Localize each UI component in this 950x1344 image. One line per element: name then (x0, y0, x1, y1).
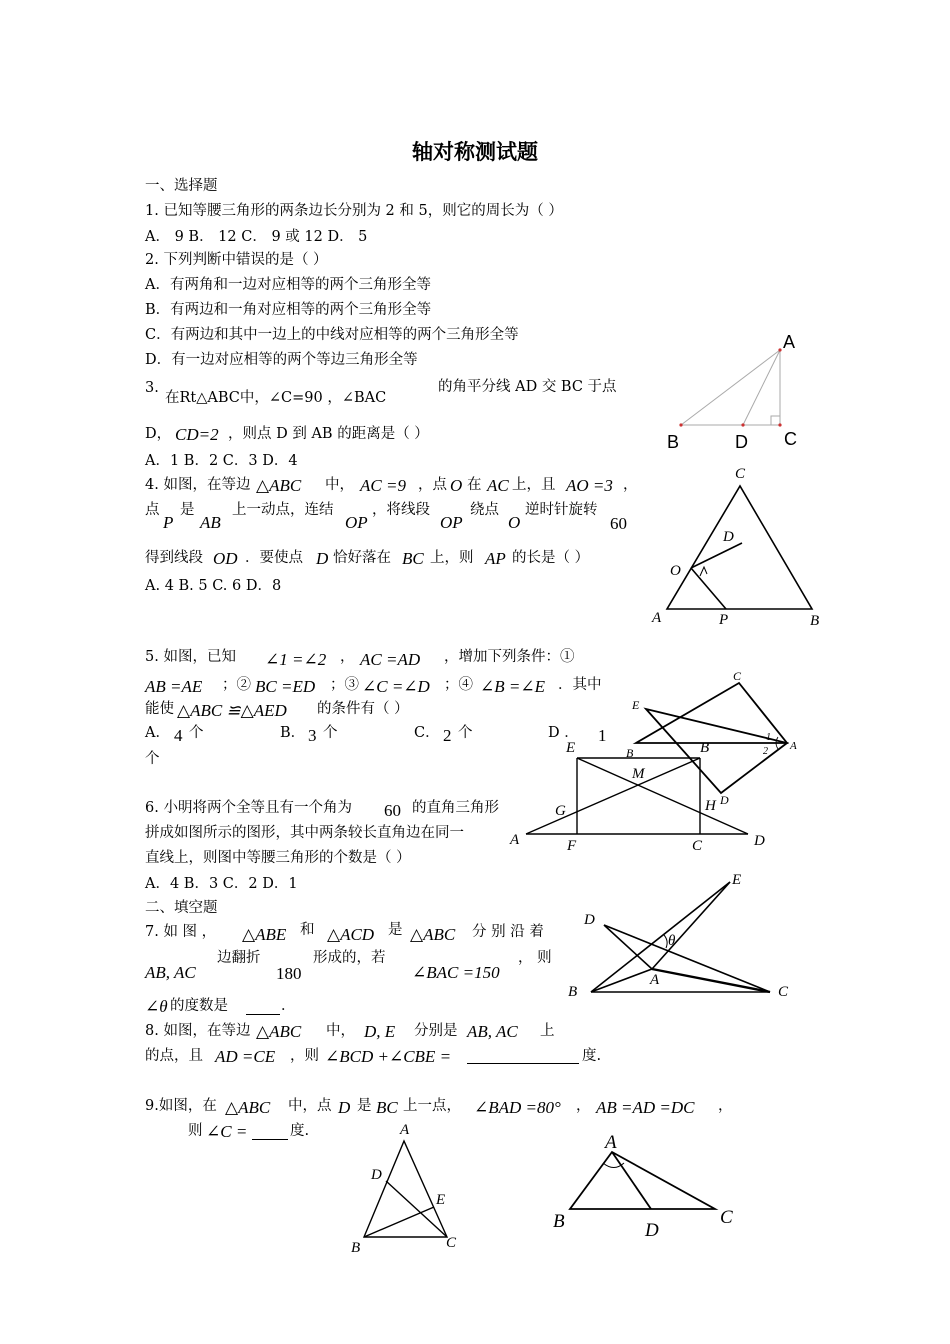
q5-option-b-unit: 个 (323, 725, 338, 741)
q5-option-b-value: 3 (308, 726, 317, 745)
fig-q6-label-h: H (705, 798, 716, 814)
fig-q4-label-o: O (670, 563, 681, 579)
q5-text: 能使 (145, 701, 174, 717)
q4-math: O (508, 513, 521, 532)
fig-q6-label-b: B (700, 740, 710, 756)
q8-text: 8. 如图，在等边 (145, 1023, 251, 1039)
q7-math: 180 (276, 964, 302, 983)
q4-text: 恰好落在 (333, 550, 391, 566)
q4-math: AP (485, 549, 506, 568)
figure-q7 (591, 882, 770, 992)
q3-line2-end: ，则点 D 到 AB 的距离是（ ） (228, 426, 429, 442)
q5-math: ∠C =∠D (362, 677, 430, 696)
q7-math: ∠θ (145, 997, 168, 1016)
q5-option-c-unit: 个 (458, 725, 473, 741)
figure-q4 (667, 486, 812, 609)
fig-q4-label-b: B (810, 613, 820, 629)
fig-q4-label-p: P (719, 612, 729, 628)
fig-q5-label-e: E (632, 698, 640, 712)
q4-text: ，点 (418, 477, 447, 493)
q4-text: 逆时针旋转 (525, 502, 598, 518)
q5-text: ；② (222, 677, 251, 693)
q5-math: BC =ED (255, 677, 316, 696)
q7-text: 形成的，若 (313, 950, 386, 966)
q4-math: P (163, 513, 174, 532)
q6-options: A．4 B．3 C．2 D．1 (145, 876, 298, 892)
fig-q5-label-a: A (790, 740, 797, 752)
q9-text: 则 (188, 1123, 203, 1139)
q4-math: D (316, 549, 329, 568)
q5-option-b: B． (280, 725, 306, 741)
fig-q9-label-b: B (553, 1211, 565, 1232)
q9-text: 是 (357, 1098, 372, 1114)
q5-option-a: A． (145, 725, 170, 741)
q5-text: 5. 如图，已知 (145, 649, 236, 665)
q5-option-c-value: 2 (443, 726, 452, 745)
q4-math: O (450, 476, 463, 495)
q5-option-c: C． (414, 725, 440, 741)
q7-math: △ACD (327, 925, 375, 944)
q5-text: 的条件有（ ） (317, 701, 409, 717)
q4-text: ，将线段 (372, 502, 430, 518)
q4-options: A. 4 B. 5 C. 6 D．8 (145, 578, 282, 594)
q4-math: 60 (610, 514, 627, 533)
q3-line2-start: D， (145, 426, 172, 442)
q5-option-d-unit: 个 (145, 751, 160, 767)
fig-q4-label-c: C (735, 466, 746, 482)
q9-text: 上一点， (403, 1098, 461, 1114)
figure-q9 (570, 1152, 715, 1209)
q8-text: 分别是 (414, 1023, 458, 1039)
q9-math: AB =AD =DC (596, 1098, 695, 1117)
fig-q7-label-d: D (584, 912, 595, 928)
q5-text: ，增加下列条件：① (444, 649, 575, 665)
q9-text: 度. (290, 1123, 310, 1139)
q6-math: 60 (384, 801, 401, 820)
fig-q7-label-b: B (568, 984, 578, 1000)
q2-stem: 2. 下列判断中错误的是（ ） (145, 252, 328, 268)
fig-q8-label-b: B (351, 1240, 361, 1256)
q7-text: 边翻折 (217, 950, 261, 966)
fig-q6-label-c: C (692, 838, 703, 854)
q9-math: △ABC (225, 1098, 271, 1117)
q7-text: 的度数是 (170, 998, 228, 1014)
fig-q6-label-g: G (555, 803, 566, 819)
q5-math: AB =AE (145, 677, 203, 696)
q6-text: 直线上，则图中等腰三角形的个数是（ ） (145, 850, 411, 866)
q5-option-d-value: 1 (598, 726, 607, 745)
fig-q8-label-c: C (446, 1235, 457, 1251)
q4-text: 中， (325, 477, 354, 493)
q8-math: D, E (364, 1022, 396, 1041)
q8-math: ∠BCD +∠CBE = (325, 1047, 452, 1066)
q4-math: OP (345, 513, 368, 532)
q6-text: 的直角三角形 (412, 800, 499, 816)
fig-q3-label-b: B (667, 432, 680, 452)
q3-condition: 在Rt△ABC中，∠C=90 ，∠BAC (165, 390, 387, 406)
fig-q8-label-d: D (371, 1167, 382, 1183)
fig-q6-label-a: A (510, 832, 520, 848)
q7-text: 是 (388, 922, 403, 938)
q3-cd-expression: CD=2 (175, 425, 219, 444)
q9-text: ， (576, 1098, 591, 1114)
q3-options: A．1 B．2 C．3 D．4 (145, 453, 298, 469)
q9-math: ∠C = (206, 1122, 248, 1141)
q4-text: 得到线段 (145, 550, 203, 566)
q4-math: AB (200, 513, 221, 532)
q8-text: ，则 (290, 1048, 319, 1064)
q4-text: ， (623, 477, 638, 493)
q6-text: 拼成如图所示的图形，其中两条较长直角边在同一 (145, 825, 464, 841)
q7-math: △ABC (410, 925, 456, 944)
q4-math: AC =9 (360, 476, 406, 495)
q5-text: ， (340, 649, 355, 665)
fig-q6-label-f: F (567, 838, 577, 854)
q7-text: ， 则 (518, 950, 552, 966)
q5-math: AC =AD (360, 650, 421, 669)
q8-math: AD =CE (215, 1047, 276, 1066)
q4-text: ．要使点 (245, 550, 303, 566)
q3-stem-tail: 的角平分线 AD 交 BC 于点 (438, 379, 617, 395)
q6-text: 6. 小明将两个全等且有一个角为 (145, 800, 352, 816)
q4-math: △ABC (256, 476, 302, 495)
section-choice-heading: 一、选择题 (145, 178, 218, 194)
q5-text: ；④ (444, 677, 473, 693)
page-title: 轴对称测试题 (412, 139, 538, 164)
q9-text: 9.如图，在 (145, 1098, 217, 1114)
q5-option-d: D ． (548, 725, 579, 741)
q4-math: OP (440, 513, 463, 532)
fig-q5-label-b: B (626, 746, 634, 760)
q5-text: ．其中 (558, 677, 602, 693)
q5-math: △ABC ≌△AED (177, 701, 287, 720)
q7-math: ∠BAC =150 (412, 963, 500, 982)
q9-math: ∠BAD =80° (474, 1098, 561, 1117)
fig-q4-label-d: D (723, 529, 734, 545)
q4-text: 在 (467, 477, 482, 493)
q4-text: 的长是（ ） (512, 550, 590, 566)
q4-text: 4. 如图，在等边 (145, 477, 251, 493)
q4-math: OD (213, 549, 238, 568)
q8-text: 中， (326, 1023, 355, 1039)
fig-q3-label-c: C (784, 429, 797, 449)
q8-text: 度. (582, 1048, 602, 1064)
q7-text: 和 (300, 922, 315, 938)
q9-text: 中，点 (288, 1098, 332, 1114)
q5-option-a-value: 4 (174, 726, 183, 745)
fig-q5-angle-1: 1 (766, 732, 771, 743)
fig-q7-label-a: A (650, 972, 660, 988)
fig-q6-label-d: D (754, 833, 765, 849)
fig-q3-label-a: A (783, 332, 796, 352)
fig-q6-label-e: E (566, 740, 576, 756)
figure-q3 (679, 348, 781, 426)
q7-text: 7. 如 图 ， (145, 924, 217, 940)
fig-q3-label-d: D (735, 432, 748, 452)
q5-text: ；③ (330, 677, 359, 693)
q1-stem: 1. 已知等腰三角形的两条边长分别为 2 和 5，则它的周长为（ ） (145, 203, 563, 219)
fig-q5-angle-2: 2 (763, 746, 768, 757)
q9-math: D (338, 1098, 351, 1117)
q4-text: 是 (180, 502, 195, 518)
q7-text: ． (281, 998, 296, 1014)
q1-options: A． 9 B． 12 C． 9 或 12 D． 5 (145, 229, 368, 245)
fig-q9-label-c: C (720, 1207, 733, 1228)
q4-text: 绕点 (470, 502, 499, 518)
fig-q5-label-d: D (720, 793, 729, 807)
fig-q6-label-m: M (632, 766, 645, 782)
q4-math: BC (402, 549, 424, 568)
q5-option-a-unit: 个 (189, 725, 204, 741)
q3-number: 3. (145, 380, 159, 396)
q2-option-d: D．有一边对应相等的两个等边三角形全等 (145, 352, 418, 368)
fig-q7-label-theta: θ (668, 933, 676, 949)
q4-text: 点 (145, 502, 160, 518)
q9-text: ， (718, 1098, 733, 1114)
q2-option-c: C．有两边和其中一边上的中线对应相等的两个三角形全等 (145, 327, 519, 343)
q7-text: 分 别 沿 着 (472, 924, 544, 940)
fig-q8-label-a: A (400, 1122, 410, 1138)
q7-math: △ABE (242, 925, 287, 944)
q7-math: AB, AC (145, 963, 196, 982)
q4-text: 上，则 (430, 550, 474, 566)
q4-math: AO =3 (566, 476, 613, 495)
q2-option-b: B．有两边和一角对应相等的两个三角形全等 (145, 302, 432, 318)
q8-text: 上 (540, 1023, 555, 1039)
q8-math: △ABC (256, 1022, 302, 1041)
fig-q4-label-a: A (652, 610, 662, 626)
section-fill-heading: 二、填空题 (145, 900, 218, 916)
fig-q5-label-c: C (733, 669, 742, 683)
q4-text: 上一动点，连结 (232, 502, 334, 518)
fig-q8-label-e: E (436, 1192, 446, 1208)
fig-q7-label-e: E (732, 872, 742, 888)
q4-text: 上，且 (512, 477, 556, 493)
figure-q8 (364, 1141, 447, 1237)
q2-option-a: A．有两角和一边对应相等的两个三角形全等 (145, 277, 431, 293)
fig-q9-label-a: A (605, 1132, 617, 1153)
fig-q7-label-c: C (778, 984, 789, 1000)
q5-math: ∠B =∠E (480, 677, 545, 696)
fig-q9-label-d: D (645, 1220, 659, 1241)
q4-math: AC (487, 476, 509, 495)
q5-math: ∠1 =∠2 (265, 650, 327, 669)
q9-math: BC (376, 1098, 398, 1117)
q8-text: 的点，且 (145, 1048, 203, 1064)
q8-math: AB, AC (467, 1022, 518, 1041)
